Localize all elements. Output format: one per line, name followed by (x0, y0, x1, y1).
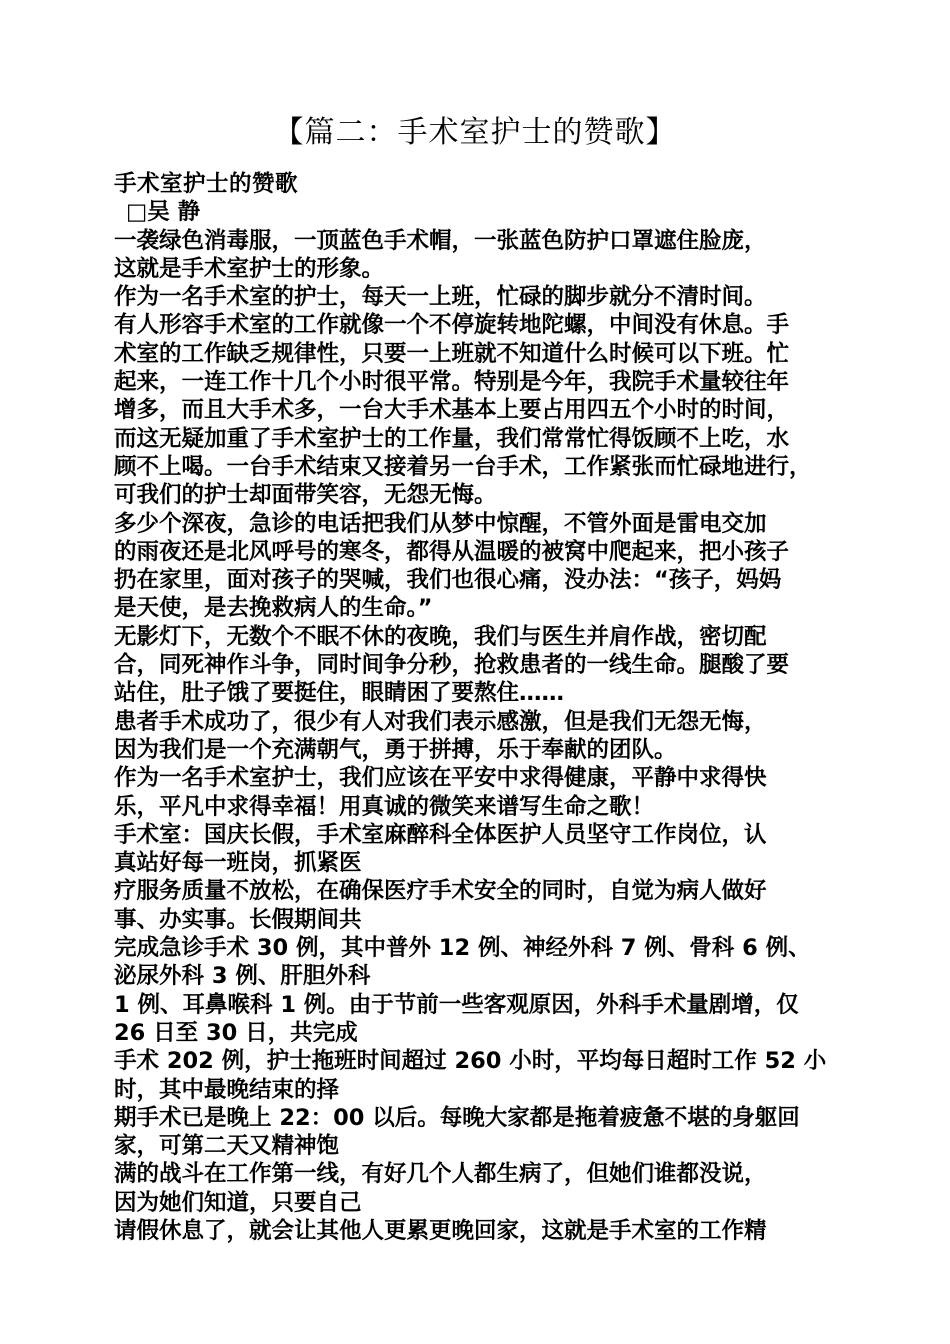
text-line: 术室的工作缺乏规律性，只要一上班就不知道什么时候可以下班。忙 (114, 340, 790, 367)
text-line: 完成急诊手术 30 例，其中普外 12 例、神经外科 7 例、骨科 6 例、 (114, 935, 811, 962)
text-line: 手术 202 例，护士拖班时间超过 260 小时，平均每日超时工作 52 小 (114, 1048, 827, 1075)
text-line: 26 日至 30 日，共完成 (114, 1019, 358, 1046)
text-line: 是天使，是去挽救病人的生命。” (114, 595, 433, 622)
text-line: 而这无疑加重了手术室护士的工作量，我们常常忙得饭顾不上吃，水 (114, 425, 790, 452)
text-line: 可我们的护士却面带笑容，无怨无悔。 (114, 482, 497, 509)
text-line: 事、办实事。长假期间共 (114, 906, 362, 933)
text-line: 患者手术成功了，很少有人对我们表示感激，但是我们无怨无悔， (114, 708, 767, 735)
text-line: 疗服务质量不放松，在确保医疗手术安全的同时，自觉为病人做好 (114, 878, 767, 905)
article-author: □吴 静 (126, 199, 201, 226)
text-line: 时，其中最晚结束的择 (114, 1076, 340, 1103)
text-line: 泌尿外科 3 例、肝胆外科 (114, 963, 371, 990)
text-line: 家，可第二天又精神饱 (114, 1133, 340, 1160)
text-line: 因为我们是一个充满朝气，勇于拼搏，乐于奉献的团队。 (114, 736, 677, 763)
text-line: 作为一名手术室的护士，每天一上班，忙碌的脚步就分不清时间。 (114, 284, 767, 311)
text-line: 多少个深夜，急诊的电话把我们从梦中惊醒，不管外面是雷电交加 (114, 510, 767, 537)
text-line: 满的战斗在工作第一线，有好几个人都生病了，但她们谁都没说， (114, 1161, 767, 1188)
text-line: 顾不上喝。一台手术结束又接着另一台手术，工作紧张而忙碌地进行， (114, 453, 812, 480)
text-line: 起来，一连工作十几个小时很平常。特别是今年，我院手术量较往年 (114, 369, 790, 396)
article-title: 手术室护士的赞歌 (114, 171, 299, 197)
text-line: 合，同死神作斗争，同时间争分秒，抢救患者的一线生命。腿酸了要 (114, 652, 790, 679)
text-line: 扔在家里，面对孩子的哭喊，我们也很心痛，没办法：“孩子，妈妈 (114, 567, 782, 594)
text-line: 期手术已是晚上 22：00 以后。每晚大家都是拖着疲惫不堪的身躯回 (114, 1104, 800, 1131)
text-line: 增多，而且大手术多，一台大手术基本上要占用四五个小时的时间， (114, 397, 790, 424)
article-body (114, 170, 850, 1245)
text-line: 有人形容手术室的工作就像一个不停旋转地陀螺，中间没有休息。手 (114, 312, 790, 339)
text-line: 的雨夜还是北风呼号的寒冬，都得从温暖的被窝中爬起来，把小孩子 (114, 538, 790, 565)
text-line: 一袭绿色消毒服，一顶蓝色手术帽，一张蓝色防护口罩遮住脸庞， (114, 227, 767, 254)
text-line: 乐，平凡中求得幸福！用真诚的微笑来谱写生命之歌！ (114, 793, 655, 820)
text-line: 这就是手术室护士的形象。 (114, 255, 385, 282)
text-line: 因为她们知道，只要自己 (114, 1189, 362, 1216)
text-line: 1 例、耳鼻喉科 1 例。由于节前一些客观原因，外科手术量剧增，仅 (114, 991, 799, 1018)
section-title: 【篇二：手术室护士的赞歌】 (273, 115, 677, 150)
text-line: 作为一名手术室护士，我们应该在平安中求得健康，平静中求得快 (114, 765, 767, 792)
text-line: 站住，肚子饿了要挺住，眼睛困了要熬住…… (114, 680, 565, 707)
text-line: 真站好每一班岗，抓紧医 (114, 850, 362, 877)
text-line: 请假休息了，就会让其他人更累更晚回家，这就是手术室的工作精 (114, 1217, 767, 1244)
text-line: 无影灯下，无数个不眠不休的夜晚，我们与医生并肩作战，密切配 (114, 623, 767, 650)
text-line: 手术室：国庆长假，手术室麻醉科全体医护人员坚守工作岗位，认 (114, 821, 767, 848)
